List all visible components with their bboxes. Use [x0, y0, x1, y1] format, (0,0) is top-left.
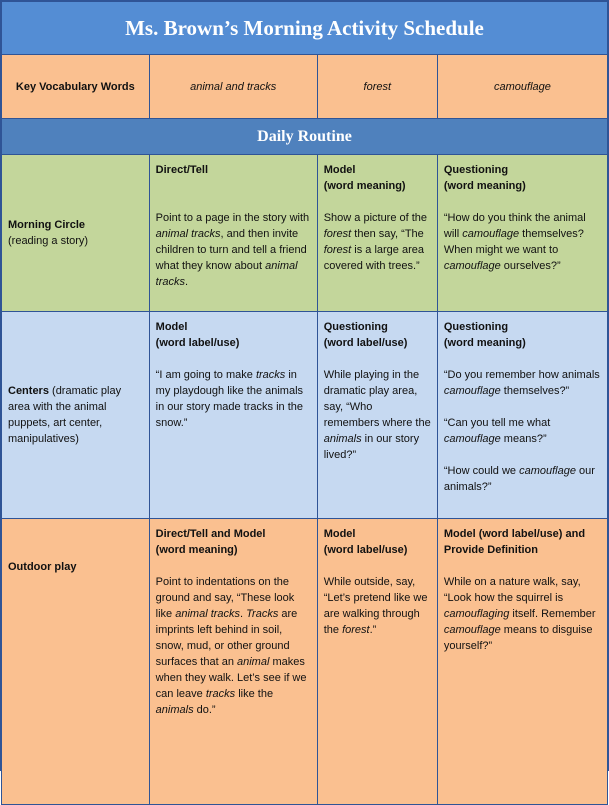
question-2: “Can you tell me what camouflage means?” [443, 417, 551, 445]
schedule-table [1, 1, 608, 805]
outdoor-forest-cell [317, 519, 437, 805]
strategy-sublabel: (word meaning) [443, 337, 526, 349]
question-1: “Do you remember how animals camouflage themselves?” [443, 369, 600, 397]
strategy-label: Model [155, 321, 188, 333]
morning-circle-animal-tracks-cell [149, 155, 317, 312]
strategy-label: Model [323, 528, 356, 540]
activity-description: While outside, say, “Let’s pretend like we are walking through the forest.” [323, 576, 428, 636]
strategy-label: Direct/Tell and Model [155, 528, 266, 540]
daily-routine-header [2, 119, 608, 155]
outdoor-play-row [2, 519, 608, 805]
centers-forest-cell [317, 312, 437, 519]
question-3: “How could we camouflage our animals?” [443, 465, 595, 493]
activity-description: Show a picture of the forest then say, “The forest is a large area covered with trees.” [323, 212, 428, 272]
activity-description: While on a nature walk, say, “Look how the squirrel is camouflaging itself. Remember camouflage means to disguise yourself?” [443, 576, 596, 652]
centers-row [2, 312, 608, 519]
strategy-label: Questioning [443, 164, 509, 176]
morning-circle-name: Morning Circle [8, 219, 86, 231]
centers-detail: (dramatic play area with the animal puppets, art center, manipulatives) [8, 385, 122, 445]
strategy-label: Direct/Tell [155, 164, 209, 176]
outdoor-play-activity [2, 519, 150, 805]
strategy-label: Questioning [443, 321, 509, 333]
strategy-sublabel: (word meaning) [443, 180, 526, 192]
page-title [2, 2, 608, 55]
outdoor-animal-tracks-cell [149, 519, 317, 805]
morning-circle-detail: (reading a story) [8, 235, 89, 247]
activity-description: While playing in the dramatic play area, say, “Who remembers where the animals in our story lived?” [323, 369, 431, 461]
centers-activity [2, 312, 150, 519]
vocabulary-word-3: camouflage [437, 55, 607, 119]
centers-camouflage-cell [437, 312, 607, 519]
strategy-sublabel: (word label/use) [155, 337, 240, 349]
morning-circle-camouflage-cell [437, 155, 607, 312]
strategy-sublabel: (word meaning) [155, 544, 238, 556]
outdoor-camouflage-cell [437, 519, 607, 805]
strategy-sublabel: (word meaning) [323, 180, 406, 192]
activity-description: Point to indentations on the ground and say, “These look like animal tracks. Tracks are imprints left behind in soil, snow, mud, or other ground surfaces that an animal makes when they walk. Let’s see if we can leave tracks like the animals do.” [155, 576, 307, 716]
morning-circle-row [2, 155, 608, 312]
activity-description: Point to a page in the story with animal tracks, and then invite children to turn and tell a friend what they know about animal tracks. [155, 212, 310, 288]
strategy-label: Model (word label/use) and Provide Definition [443, 528, 586, 556]
centers-name: Centers [8, 385, 49, 397]
vocabulary-word-2: forest [317, 55, 437, 119]
activity-description: “How do you think the animal will camouflage themselves? When might we want to camouflage ourselves?” [443, 212, 586, 272]
centers-animal-tracks-cell [149, 312, 317, 519]
vocabulary-word-1: animal and tracks [149, 55, 317, 119]
strategy-sublabel: (word label/use) [323, 337, 408, 349]
morning-circle-forest-cell [317, 155, 437, 312]
daily-routine-text: Daily Routine [257, 127, 352, 145]
activity-description: “I am going to make tracks in my playdough like the animals in our story made tracks in the snow.” [155, 369, 304, 429]
outdoor-play-name: Outdoor play [8, 561, 77, 573]
strategy-label: Questioning [323, 321, 388, 333]
vocabulary-label: Key Vocabulary Words [2, 55, 150, 119]
morning-circle-activity [2, 155, 150, 312]
vocabulary-row [2, 55, 608, 119]
strategy-sublabel: (word label/use) [323, 544, 408, 556]
strategy-label: Model [323, 164, 356, 176]
page-title-text: Ms. Brown’s Morning Activity Schedule [125, 16, 484, 40]
